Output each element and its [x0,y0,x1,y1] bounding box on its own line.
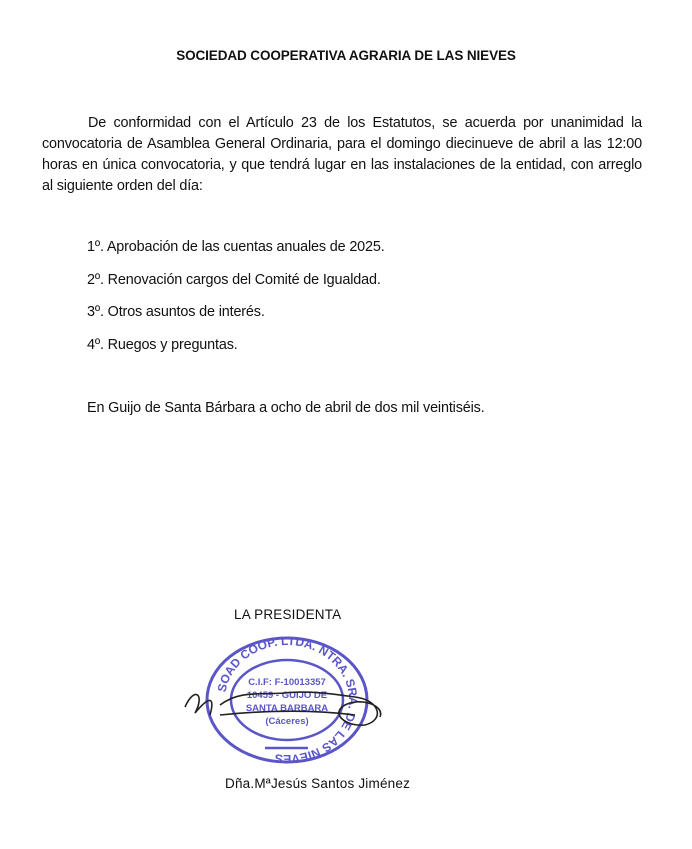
document-title: SOCIEDAD COOPERATIVA AGRARIA DE LAS NIEVES [176,48,516,63]
closing-line: En Guijo de Santa Bárbara a ocho de abril de dos mil veintiséis. [87,400,485,416]
intro-text: De conformidad con el Artículo 23 de los Estatutos, se acuerda por unanimidad la convocatoria de Asamblea General Ordinaria, para el domingo diecinueve de abril a las 12:00 horas en única convocatoria, y que tendrá lugar en las instalaciones de la entidad, con arreglo al siguiente orden del día: [42,115,642,194]
seal-line3: SANTA BARBARA [245,703,329,714]
seal-stamp-image [180,635,395,765]
intro-paragraph [42,113,642,197]
seal-ring-text: SOAD COOP. LTDA. NTRA. SRA. DE LAS NIEVES [214,635,361,765]
seal-line4: (Cáceres) [265,716,309,727]
agenda-item: 3º. Otros asuntos de interés. [87,304,265,320]
signer-name: Dña.MªJesús Santos Jiménez [225,776,411,791]
agenda-item: 2º. Renovación cargos del Comité de Igualdad. [87,272,381,288]
seal-line1: C.I.F: F-10013357 [248,677,326,688]
agenda-item: 1º. Aprobación de las cuentas anuales de 2025. [87,239,385,255]
signer-role: LA PRESIDENTA [234,607,342,622]
agenda-item: 4º. Ruegos y preguntas. [87,337,238,353]
seal-line2: 10459 - GUIJO DE [246,690,328,701]
